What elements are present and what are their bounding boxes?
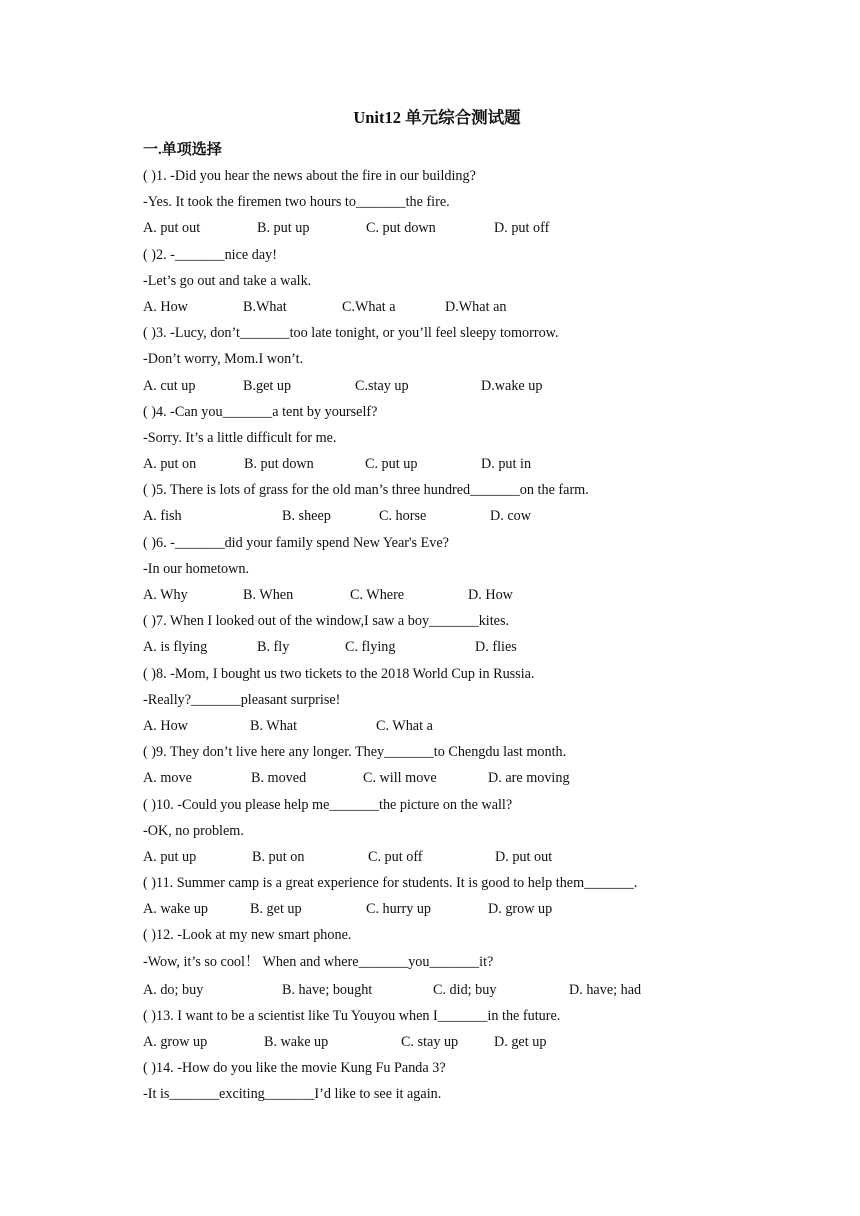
question-4-options bbox=[143, 453, 783, 479]
option-b: B. When bbox=[243, 587, 294, 603]
option-d: D. put in bbox=[481, 456, 532, 473]
option-a: A. put out bbox=[143, 220, 201, 237]
option-c: C.What a bbox=[342, 298, 396, 315]
question-10-stem: ( )10. -Could you please help me_______the picture on the wall? bbox=[143, 796, 513, 813]
question-9-options bbox=[143, 767, 783, 793]
option-c: C.stay up bbox=[355, 377, 409, 394]
question-3-options bbox=[143, 375, 783, 401]
question-list bbox=[143, 165, 783, 1110]
question-6-stem: ( )6. -_______did your family spend New Year's Eve? bbox=[143, 534, 449, 551]
option-c: C. will move bbox=[363, 770, 437, 787]
question-6-options bbox=[143, 584, 783, 610]
option-a: A. fish bbox=[143, 508, 182, 525]
option-b: B. have; bought bbox=[282, 981, 373, 998]
question-3-stem: ( )3. -Lucy, don’t_______too late tonight, or you’ll feel sleepy tomorrow. bbox=[143, 325, 559, 342]
question-2-reply: -Let’s go out and take a walk. bbox=[143, 272, 312, 289]
question-6-reply: -In our hometown. bbox=[143, 560, 249, 577]
option-a: A. cut up bbox=[143, 377, 196, 394]
question-5-options bbox=[143, 505, 783, 531]
question-13-stem: ( )13. I want to be a scientist like Tu Youyou when I_______in the future. bbox=[143, 1007, 561, 1024]
option-a: A. put on bbox=[143, 456, 197, 473]
option-a: A. How bbox=[143, 717, 188, 734]
option-b: B. wake up bbox=[264, 1034, 329, 1050]
question-12-options bbox=[143, 979, 783, 1005]
question-10-options bbox=[143, 846, 783, 872]
option-b: B. sheep bbox=[282, 508, 331, 525]
question-11-stem: ( )11. Summer camp is a great experience for students. It is good to help them_______. bbox=[143, 875, 638, 892]
option-c: C. What a bbox=[376, 717, 433, 734]
option-d: D. cow bbox=[490, 508, 531, 525]
option-b: B.get up bbox=[243, 377, 292, 394]
option-d: D. put off bbox=[494, 220, 550, 237]
question-4-stem: ( )4. -Can you_______a tent by yourself? bbox=[143, 403, 378, 420]
option-c: C. horse bbox=[379, 508, 427, 525]
option-b: B. put down bbox=[244, 456, 314, 473]
option-b: B. fly bbox=[257, 639, 290, 656]
option-b: B. get up bbox=[250, 901, 302, 918]
option-c: C. did; buy bbox=[433, 981, 497, 998]
question-12-stem: ( )12. -Look at my new smart phone. bbox=[143, 927, 352, 944]
question-12-reply: -Wow, it’s so cool！ When and where_______you_______it? bbox=[143, 953, 494, 970]
question-8-stem: ( )8. -Mom, I bought us two tickets to the 2018 World Cup in Russia. bbox=[143, 665, 535, 682]
question-8-reply: -Really?_______pleasant surprise! bbox=[143, 691, 341, 708]
question-13-options bbox=[143, 1031, 783, 1057]
question-1-reply: -Yes. It took the firemen two hours to_______the fire. bbox=[143, 194, 450, 211]
question-2-stem: ( )2. -_______nice day! bbox=[143, 246, 277, 263]
question-3-reply: -Don’t worry, Mom.I won’t. bbox=[143, 351, 304, 368]
option-c: C. Where bbox=[350, 587, 405, 603]
option-d: D. put out bbox=[495, 848, 553, 865]
option-c: C. flying bbox=[345, 639, 396, 656]
question-11-options bbox=[143, 898, 783, 924]
option-d: D. flies bbox=[475, 639, 517, 656]
option-a: A. Why bbox=[143, 587, 188, 603]
question-9-stem: ( )9. They don’t live here any longer. They_______to Chengdu last month. bbox=[143, 744, 567, 761]
option-d: D. grow up bbox=[488, 901, 553, 918]
option-a: A. How bbox=[143, 298, 188, 315]
option-c: C. stay up bbox=[401, 1034, 459, 1050]
option-b: B. put up bbox=[257, 220, 310, 237]
question-1-options bbox=[143, 217, 783, 243]
option-b: B. What bbox=[250, 717, 298, 734]
option-a: A. is flying bbox=[143, 639, 208, 656]
option-c: C. hurry up bbox=[366, 901, 432, 918]
question-2-options bbox=[143, 296, 783, 322]
option-b: B. moved bbox=[251, 770, 307, 787]
question-5-stem: ( )5. There is lots of grass for the old man’s three hundred_______on the farm. bbox=[143, 482, 589, 499]
option-d: D.wake up bbox=[481, 377, 543, 394]
option-a: A. do; buy bbox=[143, 981, 204, 998]
question-14-stem: ( )14. -How do you like the movie Kung Fu Panda 3? bbox=[143, 1060, 446, 1077]
question-1-stem: ( )1. -Did you hear the news about the fire in our building? bbox=[143, 168, 476, 184]
option-c: C. put up bbox=[365, 456, 418, 473]
question-7-stem: ( )7. When I looked out of the window,I saw a boy_______kites. bbox=[143, 613, 510, 630]
option-d: D. How bbox=[468, 587, 513, 603]
option-d: D. are moving bbox=[488, 770, 570, 787]
question-4-reply: -Sorry. It’s a little difficult for me. bbox=[143, 429, 337, 446]
option-b: B. put on bbox=[252, 848, 305, 865]
option-d: D.What an bbox=[445, 298, 507, 315]
option-d: D. have; had bbox=[569, 981, 642, 998]
option-d: D. get up bbox=[494, 1034, 547, 1050]
question-7-options bbox=[143, 636, 783, 662]
question-10-reply: -OK, no problem. bbox=[143, 822, 244, 839]
option-b: B.What bbox=[243, 298, 287, 315]
option-a: A. wake up bbox=[143, 901, 209, 918]
option-a: A. put up bbox=[143, 848, 197, 865]
option-a: A. move bbox=[143, 770, 192, 787]
option-c: C. put off bbox=[368, 848, 423, 865]
page-title: Unit12 单元综合测试题 bbox=[353, 108, 521, 127]
section-heading: 一.单项选择 bbox=[143, 142, 222, 158]
question-14-reply: -It is_______exciting_______I’d like to see it again. bbox=[143, 1086, 442, 1103]
option-a: A. grow up bbox=[143, 1034, 208, 1050]
option-c: C. put down bbox=[366, 220, 436, 237]
question-8-options bbox=[143, 715, 783, 741]
